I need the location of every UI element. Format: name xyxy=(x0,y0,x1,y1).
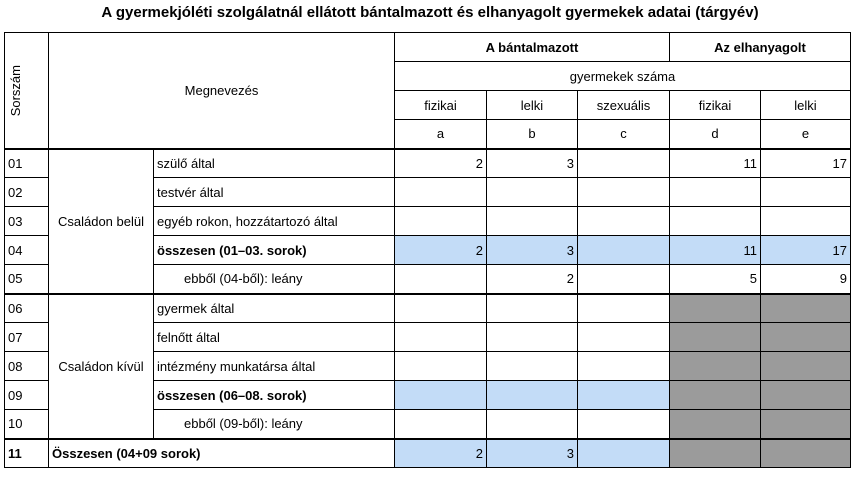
table-row xyxy=(5,149,851,178)
group-label-csaladon-kivul: Családon kívül xyxy=(49,294,154,439)
row-number: 03 xyxy=(5,207,49,236)
cell-e: 17 xyxy=(761,236,851,265)
row-label: ebből (09-ből): leány xyxy=(154,410,395,439)
cell-d-disabled xyxy=(670,381,761,410)
row-number: 07 xyxy=(5,323,49,352)
row-label: összesen (06–08. sorok) xyxy=(154,381,395,410)
row-label: egyéb rokon, hozzátartozó által xyxy=(154,207,395,236)
cell-b xyxy=(487,323,578,352)
row-number: 08 xyxy=(5,352,49,381)
row-number: 02 xyxy=(5,178,49,207)
cell-a xyxy=(395,178,487,207)
cell-b: 3 xyxy=(487,236,578,265)
cell-e xyxy=(761,207,851,236)
cell-c xyxy=(578,236,670,265)
row-label: Összesen (04+09 sorok) xyxy=(49,439,395,468)
row-number: 10 xyxy=(5,410,49,439)
header-letter-d: d xyxy=(670,120,761,149)
cell-a xyxy=(395,381,487,410)
cell-c xyxy=(578,381,670,410)
cell-a xyxy=(395,265,487,294)
header-col-c: szexuális xyxy=(578,91,670,120)
cell-d-disabled xyxy=(670,352,761,381)
row-number: 01 xyxy=(5,149,49,178)
cell-e: 17 xyxy=(761,149,851,178)
cell-d: 11 xyxy=(670,149,761,178)
group-label-csaladon-belul: Családon belül xyxy=(49,149,154,294)
cell-e-disabled xyxy=(761,381,851,410)
header-col-a: fizikai xyxy=(395,91,487,120)
cell-a: 2 xyxy=(395,439,487,468)
header-megnevezes: Megnevezés xyxy=(49,33,395,149)
cell-b xyxy=(487,410,578,439)
cell-d: 5 xyxy=(670,265,761,294)
cell-a xyxy=(395,323,487,352)
cell-e-disabled xyxy=(761,294,851,323)
header-letter-a: a xyxy=(395,120,487,149)
cell-a: 2 xyxy=(395,236,487,265)
header-col-b: lelki xyxy=(487,91,578,120)
cell-c xyxy=(578,178,670,207)
cell-a xyxy=(395,294,487,323)
cell-c xyxy=(578,352,670,381)
cell-d xyxy=(670,207,761,236)
cell-e: 9 xyxy=(761,265,851,294)
cell-c xyxy=(578,323,670,352)
cell-a: 2 xyxy=(395,149,487,178)
row-label: gyermek által xyxy=(154,294,395,323)
row-number: 11 xyxy=(5,439,49,468)
cell-d-disabled xyxy=(670,439,761,468)
page-title: A gyermekjóléti szolgálatnál ellátott bántalmazott és elhanyagolt gyermekek adatai (tárgyév) xyxy=(101,4,759,21)
cell-b xyxy=(487,207,578,236)
table-row xyxy=(5,439,851,468)
cell-a xyxy=(395,352,487,381)
cell-c xyxy=(578,207,670,236)
cell-c xyxy=(578,294,670,323)
cell-e xyxy=(761,178,851,207)
table-row xyxy=(5,294,851,323)
cell-b xyxy=(487,352,578,381)
cell-c xyxy=(578,265,670,294)
cell-e-disabled xyxy=(761,352,851,381)
cell-e-disabled xyxy=(761,439,851,468)
cell-d-disabled xyxy=(670,323,761,352)
cell-d xyxy=(670,178,761,207)
cell-b xyxy=(487,294,578,323)
row-label: felnőtt által xyxy=(154,323,395,352)
row-number: 06 xyxy=(5,294,49,323)
row-label: ebből (04-ből): leány xyxy=(154,265,395,294)
cell-b: 3 xyxy=(487,149,578,178)
cell-b: 2 xyxy=(487,265,578,294)
header-sorszam: Sorszám xyxy=(5,33,49,149)
row-label: testvér által xyxy=(154,178,395,207)
cell-b xyxy=(487,178,578,207)
cell-d-disabled xyxy=(670,410,761,439)
row-label: összesen (01–03. sorok) xyxy=(154,236,395,265)
row-number: 05 xyxy=(5,265,49,294)
cell-a xyxy=(395,207,487,236)
row-number: 04 xyxy=(5,236,49,265)
header-gyermekek-szama: gyermekek száma xyxy=(395,62,851,91)
header-letter-b: b xyxy=(487,120,578,149)
row-number: 09 xyxy=(5,381,49,410)
cell-c xyxy=(578,149,670,178)
row-label: szülő által xyxy=(154,149,395,178)
cell-b xyxy=(487,381,578,410)
cell-a xyxy=(395,410,487,439)
header-letter-c: c xyxy=(578,120,670,149)
cell-d-disabled xyxy=(670,294,761,323)
header-col-e: lelki xyxy=(761,91,851,120)
header-group-elhanyagolt: Az elhanyagolt xyxy=(670,33,851,62)
cell-c xyxy=(578,439,670,468)
cell-e-disabled xyxy=(761,323,851,352)
header-letter-e: e xyxy=(761,120,851,149)
cell-c xyxy=(578,410,670,439)
data-table xyxy=(4,32,851,468)
cell-d: 11 xyxy=(670,236,761,265)
header-col-d: fizikai xyxy=(670,91,761,120)
cell-b: 3 xyxy=(487,439,578,468)
cell-e-disabled xyxy=(761,410,851,439)
header-group-bantalmazott: A bántalmazott xyxy=(395,33,670,62)
row-label: intézmény munkatársa által xyxy=(154,352,395,381)
